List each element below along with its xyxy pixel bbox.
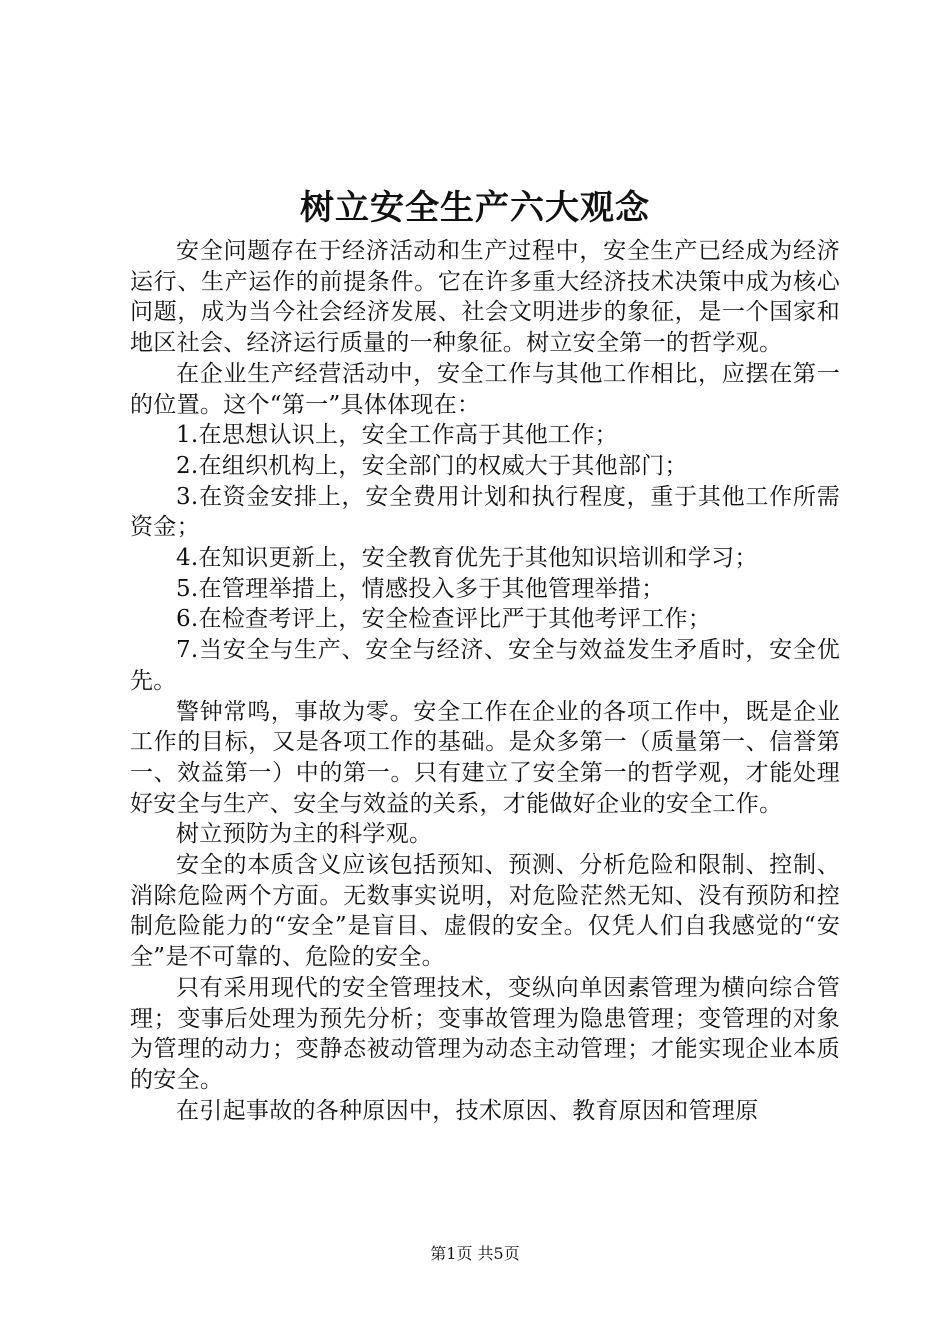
list-item: 6.在检查考评上，安全检查评比严于其他考评工作； xyxy=(176,606,712,633)
paragraph: 在引起事故的各种原因中，技术原因、教育原因和管理原 xyxy=(176,1097,759,1124)
section-heading: 树立预防为主的科学观。 xyxy=(176,821,433,848)
list-item: 4.在知识更新上，安全教育优先于其他知识培训和学习； xyxy=(176,545,758,572)
list-item: 1.在思想认识上，安全工作高于其他工作； xyxy=(176,422,618,449)
paragraph: 警钟常鸣，事故为零。安全工作在企业的各项工作中，既是企业工作的目标，又是各项工作的基础。是众多第一（质量第一、信誉第一、效益第一）中的第一。只有建立了安全第一的哲学观，才能处理好安全与生产、安全与效益的关系，才能做好企业的安全工作。 xyxy=(130,698,840,817)
document-title: 树立安全生产六大观念 xyxy=(300,188,650,228)
list-item: 2.在组织机构上，安全部门的权威大于其他部门； xyxy=(176,452,688,479)
page-footer: 第1页 共5页 xyxy=(430,1244,520,1263)
list-item: 3.在资金安排上，安全费用计划和执行程度，重于其他工作所需资金； xyxy=(130,483,840,541)
list-item: 7.当安全与生产、安全与经济、安全与效益发生矛盾时，安全优先。 xyxy=(130,637,840,694)
paragraph: 只有采用现代的安全管理技术，变纵向单因素管理为横向综合管理；变事后处理为预先分析；变事故管理为隐患管理；变管理的对象为管理的动力；变静态被动管理为动态主动管理；才能实现企业本质的安全。 xyxy=(130,974,840,1093)
paragraph: 安全问题存在于经济活动和生产过程中，安全生产已经成为经济运行、生产运作的前提条件。它在许多重大经济技术决策中成为核心问题，成为当今社会经济发展、社会文明进步的象征，是一个国家和地区社会、经济运行质量的一种象征。树立安全第一的哲学观。 xyxy=(130,238,840,357)
paragraph: 在企业生产经营活动中，安全工作与其他工作相比，应摆在第一的位置。这个“第一”具体体现在： xyxy=(130,360,840,418)
paragraph: 安全的本质含义应该包括预知、预测、分析危险和限制、控制、消除危险两个方面。无数事实说明，对危险茫然无知、没有预防和控制危险能力的“安全”是盲目、虚假的安全。仅凭人们自我感觉的“安全”是不可靠的、危险的安全。 xyxy=(130,852,840,971)
document-body xyxy=(130,236,840,1126)
list-item: 5.在管理举措上，情感投入多于其他管理举措； xyxy=(176,575,665,602)
